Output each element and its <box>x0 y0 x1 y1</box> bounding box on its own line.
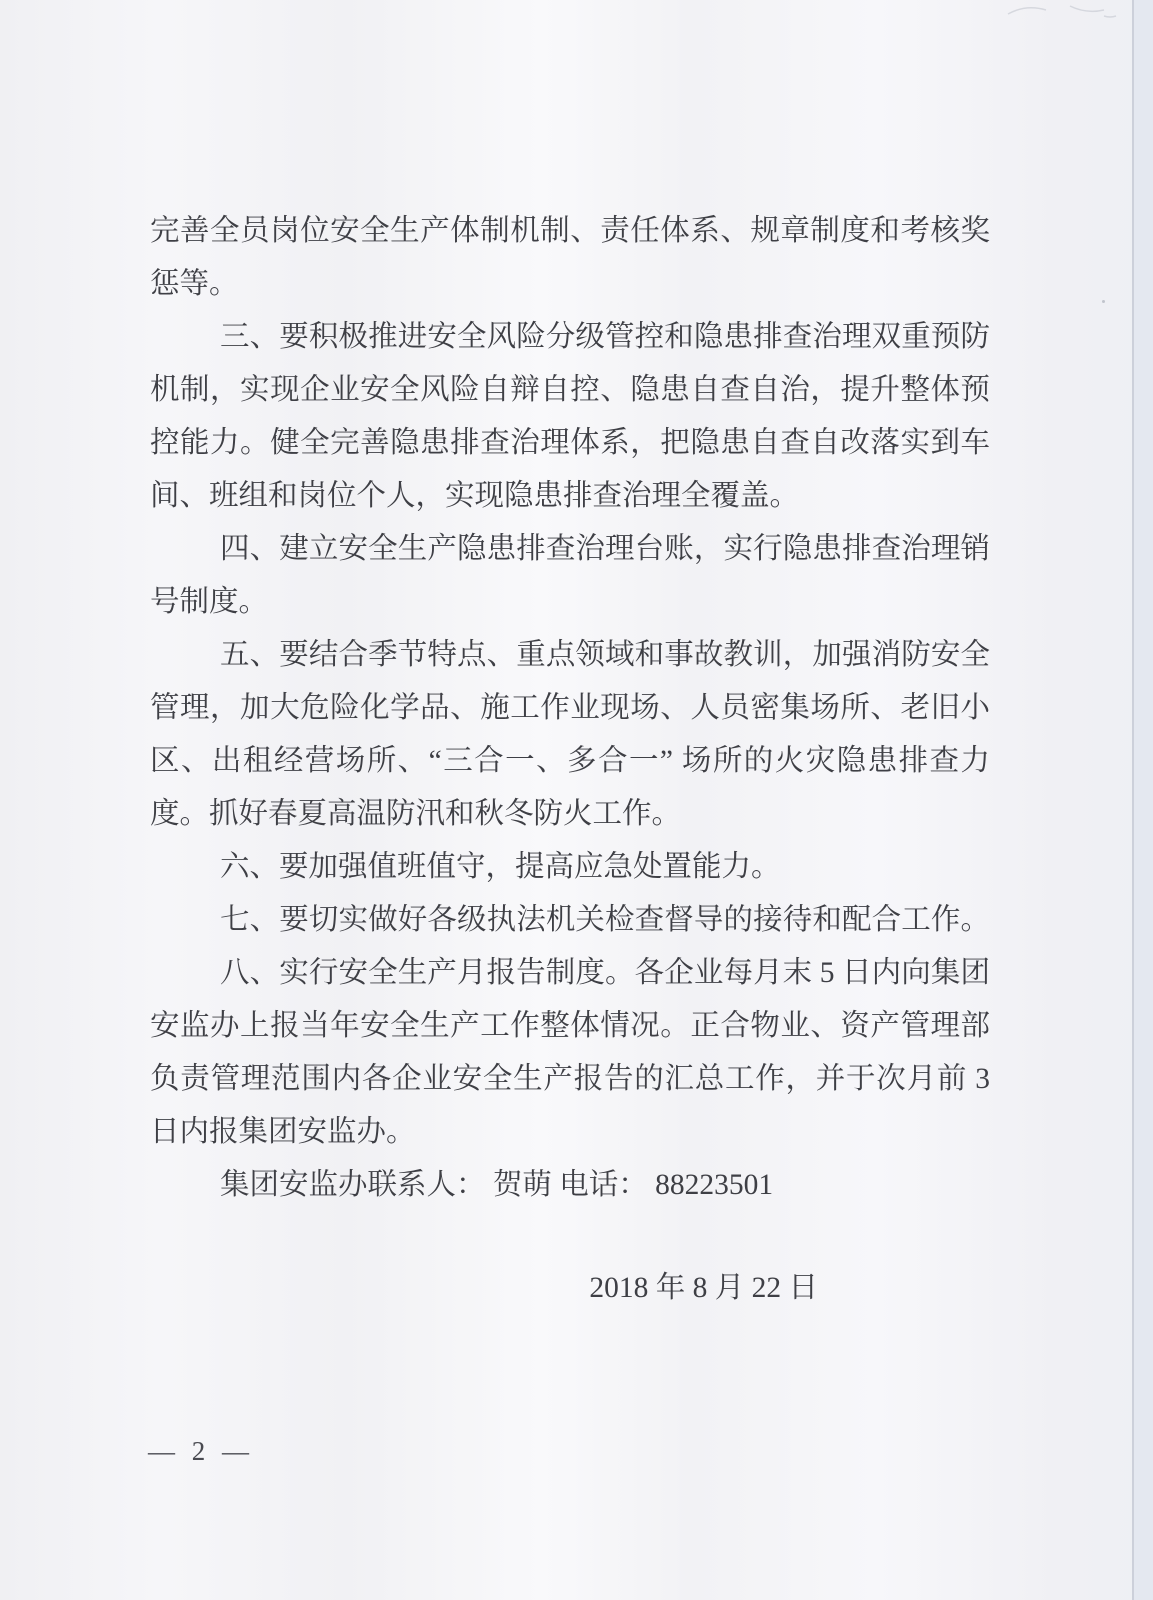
document-body <box>150 205 990 1212</box>
scan-artifact <box>1000 0 1120 24</box>
text-line: 间、班组和岗位个人，实现隐患排查治理全覆盖。 <box>150 480 800 512</box>
text-line: 完善全员岗位安全生产体制机制、责任体系、规章制度和考核奖 <box>150 215 990 247</box>
text-line: 日内报集团安监办。 <box>150 1116 416 1148</box>
document-date: 2018 年 8 月 22 日 <box>589 1272 818 1304</box>
text-line: 七、要切实做好各级执法机关检查督导的接待和配合工作。 <box>220 904 990 936</box>
text-line: 负责管理范围内各企业安全生产报告的汇总工作，并于次月前 3 <box>150 1063 990 1095</box>
text-line: 四、建立安全生产隐患排查治理台账，实行隐患排查治理销 <box>220 533 990 565</box>
text-line: 管理，加大危险化学品、施工作业现场、人员密集场所、老旧小 <box>150 692 990 724</box>
text-line: 区、出租经营场所、“三合一、多合一” 场所的火灾隐患排查力 <box>150 745 990 777</box>
text-line: 惩等。 <box>150 268 239 300</box>
text-line: 集团安监办联系人： 贺萌 电话： 88223501 <box>220 1169 774 1201</box>
scan-speck <box>1102 300 1105 303</box>
text-line: 六、要加强值班值守，提高应急处置能力。 <box>220 851 781 883</box>
text-line: 控能力。健全完善隐患排查治理体系，把隐患自查自改落实到车 <box>150 427 990 459</box>
text-line: 五、要结合季节特点、重点领域和事故教训，加强消防安全 <box>220 639 990 671</box>
text-line: 安监办上报当年安全生产工作整体情况。正合物业、资产管理部 <box>150 1010 990 1042</box>
text-line: 机制，实现企业安全风险自辩自控、隐患自查自治，提升整体预 <box>150 374 990 406</box>
text-line: 度。抓好春夏高温防汛和秋冬防火工作。 <box>150 798 682 830</box>
text-line: 号制度。 <box>150 586 269 618</box>
text-line: 八、实行安全生产月报告制度。各企业每月末 5 日内向集团 <box>220 957 990 989</box>
page-number: — 2 — <box>148 1436 254 1466</box>
page-fold-edge <box>1132 0 1153 1600</box>
text-line: 三、要积极推进安全风险分级管控和隐患排查治理双重预防 <box>220 321 990 353</box>
